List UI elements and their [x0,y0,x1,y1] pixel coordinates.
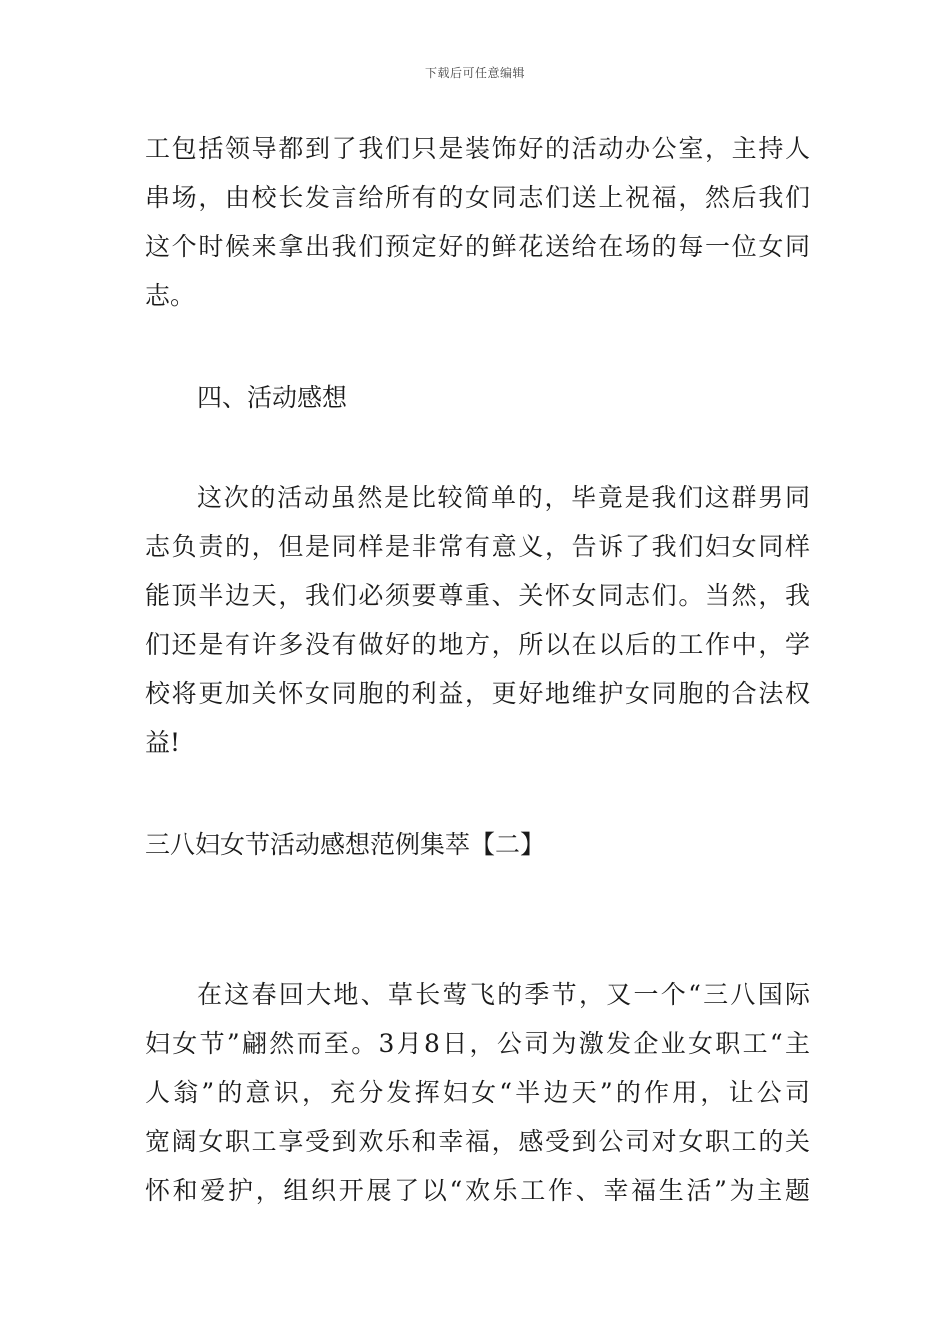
article-title-text: 三八妇女节活动感想范例集萃【二】 [145,830,546,859]
section-heading [145,373,810,422]
page-header-note: 下载后可任意编辑 [424,66,525,80]
text-line: 人翁”的意识，充分发挥妇女“半边天”的作用，让公司 [145,1078,810,1107]
text-line: 这个时候来拿出我们预定好的鲜花送给在场的每一位女同 [145,232,810,261]
text-line: 这次的活动虽然是比较简单的，毕竟是我们这群男同 [197,483,810,512]
paragraph-1 [145,124,810,320]
text-line: 校将更加关怀女同胞的利益，更好地维护女同胞的合法权 [145,679,810,708]
text-line: 串场，由校长发言给所有的女同志们送上祝福，然后我们 [145,183,810,212]
text-line: 志。 [145,281,196,310]
text-line: 益! [145,728,181,757]
section-heading-text: 四、活动感想 [197,383,348,412]
text-line: 工包括领导都到了我们只是装饰好的活动办公室，主持人 [145,134,810,163]
text-line: 们还是有许多没有做好的地方，所以在以后的工作中，学 [145,630,810,659]
article-title [145,820,810,869]
paragraph-3 [145,970,810,1215]
text-line: 能顶半边天，我们必须要尊重、关怀女同志们。当然，我 [145,581,810,610]
text-line: 怀和爱护，组织开展了以“欢乐工作、幸福生活”为主题 [145,1176,810,1205]
text-line: 在这春回大地、草长莺飞的季节，又一个“三八国际 [197,980,810,1009]
text-line: 宽阔女职工享受到欢乐和幸福，感受到公司对女职工的关 [145,1127,810,1156]
text-line: 志负责的，但是同样是非常有意义，告诉了我们妇女同样 [145,532,810,561]
text-line: 妇女节”翩然而至。3月8日，公司为激发企业女职工“主 [145,1029,810,1058]
paragraph-2 [145,473,810,767]
